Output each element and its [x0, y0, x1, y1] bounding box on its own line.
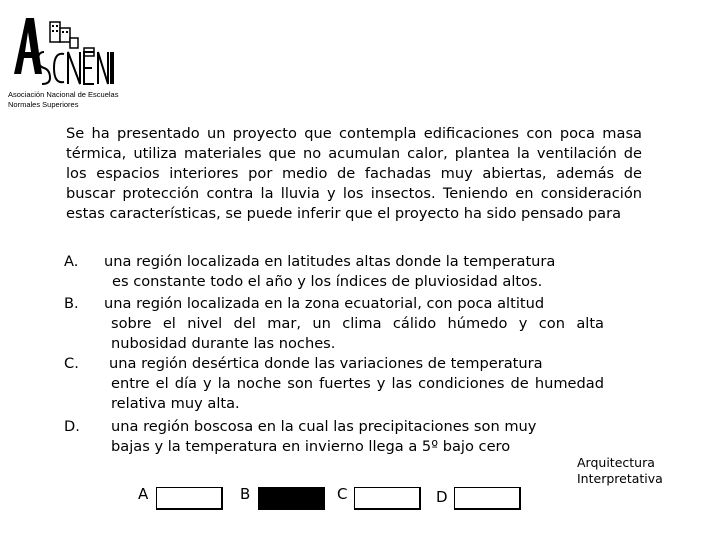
logo	[4, 8, 134, 109]
option-b-text	[104, 294, 604, 354]
answer-box-a[interactable]	[156, 487, 223, 510]
subject-line-2: Interpretativa	[577, 471, 663, 486]
option-d-letter: D.	[64, 418, 80, 435]
option-c-rest: entre el día y la noche son fuertes y las condiciones de humedad relativa muy alta.	[111, 375, 604, 412]
option-a-text	[104, 252, 604, 292]
option-a-rest: es constante todo el año y los índices de pluviosidad altos.	[112, 273, 543, 290]
subject-label	[577, 455, 663, 487]
subject-line-1: Arquitectura	[577, 455, 655, 470]
association-line-1: Asociación Nacional de Escuelas	[8, 90, 119, 99]
option-d-rest: bajas y la temperatura en invierno llega a 5º bajo cero	[111, 438, 511, 455]
ascneni-logo-graphic	[4, 8, 134, 88]
answer-label-b: B	[240, 485, 251, 503]
option-d-text	[111, 417, 604, 457]
option-a-letter: A.	[64, 253, 79, 270]
option-c-text	[109, 354, 604, 414]
option-c-first-line: una región desértica donde las variaciones de temperatura	[109, 355, 543, 372]
option-a-first-line: una región localizada en latitudes altas donde la temperatura	[104, 253, 556, 270]
answer-label-c: C	[337, 485, 348, 503]
option-b-rest: sobre el nivel del mar, un clima cálido húmedo y con alta nubosidad durante las noches.	[111, 315, 604, 352]
question-text: Se ha presentado un proyecto que contempla edificaciones con poca masa térmica, utiliza materiales que no acumulan calor, plantea la ventilación de los espacios interiores por medio de fachadas muy abiertas, además de buscar protección contra la lluvia y los insectos. Teniendo en consideración estas características, se puede inferir que el proyecto ha sido pensado para	[66, 125, 642, 222]
answer-label-d: D	[436, 488, 448, 506]
option-b-letter: B.	[64, 295, 79, 312]
answer-box-d[interactable]	[454, 487, 521, 510]
association-line-2: Normales Superiores	[8, 100, 79, 109]
answer-box-b-selected[interactable]	[258, 487, 325, 510]
option-d-first-line: una región boscosa en la cual las precipitaciones son muy	[111, 418, 537, 435]
option-c-letter: C.	[64, 355, 79, 372]
answer-label-a: A	[138, 485, 149, 503]
association-name	[8, 90, 118, 110]
option-b-first-line: una región localizada en la zona ecuatorial, con poca altitud	[104, 295, 545, 312]
answer-box-c[interactable]	[354, 487, 421, 510]
